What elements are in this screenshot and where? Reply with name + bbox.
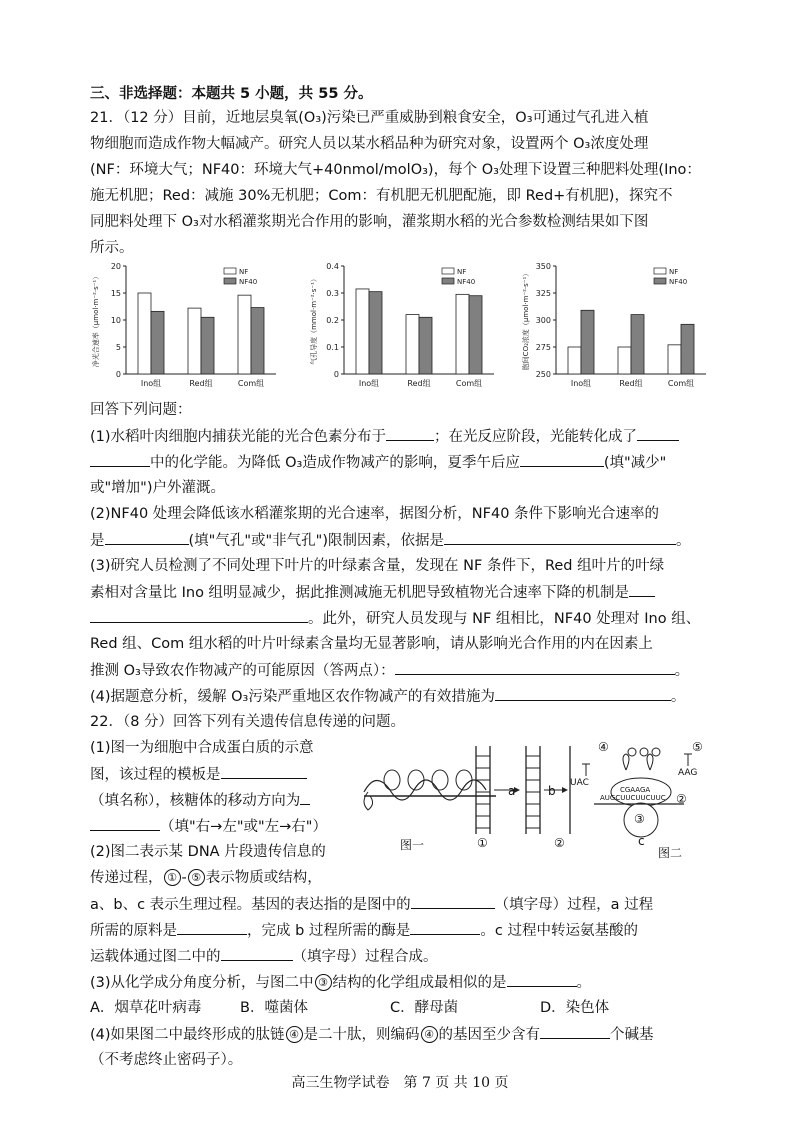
y-axis-label: 胞间CO₂浓度（μmol·m⁻²·s⁻¹） — [522, 269, 530, 371]
circled-label-3: ③ — [634, 812, 645, 826]
question-text: （填字母）过程，a 过程 — [494, 897, 654, 913]
answer-blank[interactable] — [507, 972, 577, 987]
question-text: (1)水稻叶肉细胞内捕获光能的光合色素分布于 — [90, 429, 387, 445]
question-text: 结构的化学组成最相似的是 — [332, 975, 507, 991]
y-tick-label: 350 — [535, 262, 551, 271]
q21-2-line2 — [90, 530, 712, 551]
question-text: 推测 O₃导致农作物减产的可能原因（答两点）： — [90, 663, 395, 679]
circled-number: ③ — [315, 974, 332, 991]
bar-nf40 — [681, 324, 694, 374]
bar-nf — [568, 347, 581, 374]
x-category-label: Com组 — [455, 379, 483, 388]
circled-label-4: ④ — [598, 740, 609, 754]
answer-blank[interactable] — [411, 894, 495, 909]
codon-sequence: CGAAGA — [620, 786, 651, 794]
bar-chart-svg — [90, 258, 290, 388]
q21-2-line1: (2)NF40 处理会降低该水稻灌浆期的光合速率，据图分析，NF40 条件下影响光合速率的 — [90, 506, 660, 522]
bar-nf — [456, 294, 469, 374]
q21-3-line3 — [90, 608, 712, 629]
q22-2-line3 — [90, 894, 712, 915]
q21-4-line1 — [90, 686, 712, 707]
question-text: 运载体通过图二中的 — [90, 949, 221, 965]
option-d[interactable]: D．染色体 — [540, 1000, 610, 1016]
chart-intercellular-co2 — [520, 258, 720, 392]
legend-swatch — [442, 268, 454, 274]
question-text: 。 — [576, 975, 592, 991]
question-text: （填名称），核糖体的移动方向为 — [90, 793, 301, 809]
x-category-label: Ino组 — [570, 379, 592, 388]
question-text: 中的化学能。为降低 O₃造成作物减产的影响，夏季午后应 — [150, 455, 520, 471]
question-text: 素相对含量比 Ino 组明显减少，据此推测减施无机肥导致植物光合速率下降的机制是 — [90, 585, 630, 601]
y-tick-label: 20 — [110, 262, 121, 271]
question-text: 个碱基 — [610, 1027, 654, 1043]
legend-swatch — [654, 278, 666, 284]
y-tick-label: 0.4 — [326, 262, 339, 271]
answer-blank[interactable] — [520, 452, 604, 467]
legend-label: NF40 — [239, 278, 258, 286]
answer-blank[interactable] — [629, 582, 655, 597]
question-text: (填"气孔"或"非气孔")限制因素，依据是 — [188, 533, 444, 549]
chart-net-photosynthesis — [90, 258, 290, 392]
question-text: （填字母）过程合成。 — [292, 949, 438, 965]
q22-3-line1 — [90, 972, 712, 993]
answer-blank[interactable] — [386, 426, 434, 441]
question-text: a、b、c 表示生理过程。基因的表达指的是图中的 — [90, 897, 411, 913]
q22-1-line1: (1)图一为细胞中合成蛋白质的示意 — [90, 740, 314, 756]
question-text: 是 — [90, 533, 105, 549]
option-a[interactable]: A．烟草花叶病毒 — [90, 1000, 202, 1016]
question-text: 。 — [676, 533, 691, 549]
circled-number: ① — [164, 869, 181, 886]
q22-2-line1: (2)图二表示某 DNA 片段遗传信息的 — [90, 844, 326, 860]
x-category-label: Ino组 — [358, 379, 380, 388]
answer-blank[interactable] — [637, 426, 679, 441]
legend-swatch — [224, 278, 236, 284]
answer-blank[interactable] — [540, 1024, 610, 1039]
question-text: 的基因至少含有 — [438, 1027, 541, 1043]
q21-intro-line: 物细胞而造成作物大幅减产。研究人员以某水稻品种为研究对象，设置两个 O₃浓度处理 — [90, 136, 649, 152]
answer-blank[interactable] — [444, 530, 676, 545]
question-text: 所需的原料是 — [90, 923, 177, 939]
q22-2-line5 — [90, 946, 712, 967]
q21-intro-line: 施无机肥；Red：减施 30%无机肥；Com：有机肥无机肥配施，即 Red+有机肥)，探究不 — [90, 188, 673, 204]
answer-blank[interactable] — [395, 660, 675, 675]
q22-2-line4 — [90, 920, 712, 941]
q21-intro-line: 21．（12 分）目前，近地层臭氧(O₃)污染已严重威胁到粮食安全，O₃可通过气孔进入植 — [90, 110, 649, 126]
mrna-sequence: AUGCUUCUUCUUC — [600, 794, 666, 802]
circled-number: ④ — [286, 1026, 303, 1043]
bar-nf40 — [201, 317, 214, 374]
y-tick-label: 0.3 — [326, 289, 339, 298]
y-tick-label: 0 — [333, 370, 339, 379]
answer-prompt: 回答下列问题： — [90, 402, 192, 418]
answer-blank[interactable] — [300, 790, 310, 805]
bar-nf40 — [419, 317, 432, 374]
question-text: (4)如果图二中最终形成的肽链 — [90, 1027, 285, 1043]
legend-label: NF40 — [457, 278, 476, 286]
question-text: 表示物质或结构， — [205, 870, 322, 886]
figure1-caption: 图一 — [400, 838, 425, 852]
q21-intro-line: 同肥料处理下 O₃对水稻灌浆期光合作用的影响，灌浆期水稻的光合参数检测结果如下图 — [90, 214, 649, 230]
process-label-b: b — [548, 784, 556, 798]
q21-1-line1 — [90, 426, 712, 447]
bar-nf40 — [631, 315, 644, 374]
bar-chart-svg — [308, 258, 508, 388]
x-category-label: Red组 — [407, 379, 431, 388]
legend-label: NF — [669, 268, 679, 276]
x-category-label: Red组 — [619, 379, 643, 388]
question-text: （填"右→左"或"左→右"） — [160, 819, 327, 835]
bar-nf40 — [369, 292, 382, 374]
answer-blank[interactable] — [90, 608, 308, 623]
option-c[interactable]: C．酵母菌 — [390, 1000, 459, 1016]
process-label-c: c — [638, 834, 645, 848]
y-tick-label: 15 — [110, 289, 121, 298]
chart-stomatal-conductance — [308, 258, 508, 392]
y-tick-label: 300 — [535, 316, 551, 325]
q21-1-line2 — [90, 452, 712, 473]
answer-blank[interactable] — [90, 816, 160, 831]
y-tick-label: 275 — [535, 343, 551, 352]
bar-nf40 — [251, 308, 264, 374]
option-b[interactable]: B．噬菌体 — [240, 1000, 308, 1016]
question-text: 传递过程， — [90, 870, 163, 886]
range-dash: - — [181, 870, 187, 886]
circled-label-2: ② — [554, 836, 565, 850]
bar-nf — [668, 345, 681, 374]
q22-heading: 22．（8 分）回答下列有关遗传信息传递的问题。 — [90, 714, 406, 730]
circled-label-1: ① — [477, 836, 488, 850]
question-text: 。此外，研究人员发现与 NF 组相比，NF40 处理对 Ino 组、 — [308, 611, 701, 627]
answer-blank[interactable] — [177, 920, 247, 935]
y-axis-label: 净光合速率（μmol·m⁻²·s⁻¹） — [92, 272, 100, 368]
bar-nf — [406, 315, 419, 374]
question-text: (填"减少" — [603, 455, 667, 471]
x-category-label: Com组 — [667, 379, 695, 388]
q21-3-line5 — [90, 660, 712, 681]
legend-swatch — [442, 278, 454, 284]
question-text: 是二十肽，则编码 — [303, 1027, 420, 1043]
question-text: 。 — [670, 689, 686, 705]
question-text: ；在光反应阶段，光能转化成了 — [434, 429, 638, 445]
legend-swatch — [224, 268, 236, 274]
q21-intro-line: (NF：环境大气；NF40：环境大气+40nmol/molO₃)，每个 O₃处理下设置三种肥料处理(Ino： — [90, 162, 701, 178]
answer-blank[interactable] — [221, 764, 307, 779]
anticodon-label: UAC — [570, 778, 589, 788]
legend-label: NF — [239, 268, 249, 276]
y-tick-label: 325 — [535, 289, 551, 298]
q21-intro-line: 所示。 — [90, 240, 134, 256]
anticodon-label: AAG — [678, 768, 698, 778]
question-text: (3)从化学成分角度分析，与图二中 — [90, 975, 314, 991]
x-category-label: Com组 — [237, 379, 265, 388]
circled-label-5: ⑤ — [692, 740, 703, 754]
figure2-caption: 图二 — [658, 846, 683, 860]
legend-label: NF — [457, 268, 467, 276]
answer-blank[interactable] — [90, 452, 150, 467]
answer-blank[interactable] — [221, 946, 293, 961]
section-heading: 三、非选择题：本题共 5 小题，共 55 分。 — [90, 86, 373, 102]
circled-number: ④ — [421, 1026, 438, 1043]
question-text: 图，该过程的模板是 — [90, 767, 221, 783]
circled-number: ⑤ — [188, 869, 205, 886]
y-tick-label: 0.2 — [326, 316, 339, 325]
answer-blank[interactable] — [410, 920, 480, 935]
x-category-label: Red组 — [189, 379, 213, 388]
bar-nf40 — [151, 311, 164, 374]
q22-options — [90, 998, 712, 1018]
bar-nf — [618, 347, 631, 374]
q21-1-line3: 或"增加")户外灌溉。 — [90, 480, 225, 496]
y-axis-label: 气孔导度（mmol·m⁻²·s⁻¹） — [310, 275, 318, 365]
question-text: (4)据题意分析，缓解 O₃污染严重地区农作物减产的有效措施为 — [90, 689, 495, 705]
q21-3-line4: Red 组、Com 组水稻的叶片叶绿素含量均无显著影响，请从影响光合作用的内在因素上 — [90, 636, 653, 652]
y-tick-label: 10 — [110, 316, 121, 325]
y-tick-label: 0.1 — [326, 343, 339, 352]
bar-nf — [138, 293, 151, 374]
bar-nf40 — [469, 296, 482, 374]
question-text: ，完成 b 过程所需的酶是 — [247, 923, 411, 939]
legend-label: NF40 — [669, 278, 688, 286]
answer-blank[interactable] — [105, 530, 189, 545]
bar-nf — [188, 308, 201, 374]
question-text: 。c 过程中转运氨基酸的 — [480, 923, 639, 939]
bar-nf40 — [581, 310, 594, 374]
q21-3-line2 — [90, 582, 712, 603]
bar-nf — [356, 289, 369, 374]
y-tick-label: 0 — [115, 370, 121, 379]
page-footer: 高三生物学试卷 第 7 页 共 10 页 — [291, 1075, 509, 1091]
y-tick-label: 5 — [115, 343, 121, 352]
bar-chart-svg — [520, 258, 720, 388]
process-label-a: a — [508, 784, 516, 798]
x-category-label: Ino组 — [140, 379, 162, 388]
q22-4-line2: （不考虑终止密码子）。 — [90, 1052, 243, 1068]
q21-3-line1: (3)研究人员检测了不同处理下叶片的叶绿素含量，发现在 NF 条件下，Red 组叶片的叶绿 — [90, 558, 665, 574]
legend-swatch — [654, 268, 666, 274]
circled-label-2: ② — [676, 792, 687, 806]
q22-2-line2 — [90, 868, 712, 888]
question-text: 。 — [674, 663, 690, 679]
q22-figures — [356, 740, 716, 864]
y-tick-label: 250 — [535, 370, 551, 379]
bar-nf — [238, 295, 251, 374]
answer-blank[interactable] — [495, 686, 671, 701]
q22-4-line1 — [90, 1024, 712, 1045]
